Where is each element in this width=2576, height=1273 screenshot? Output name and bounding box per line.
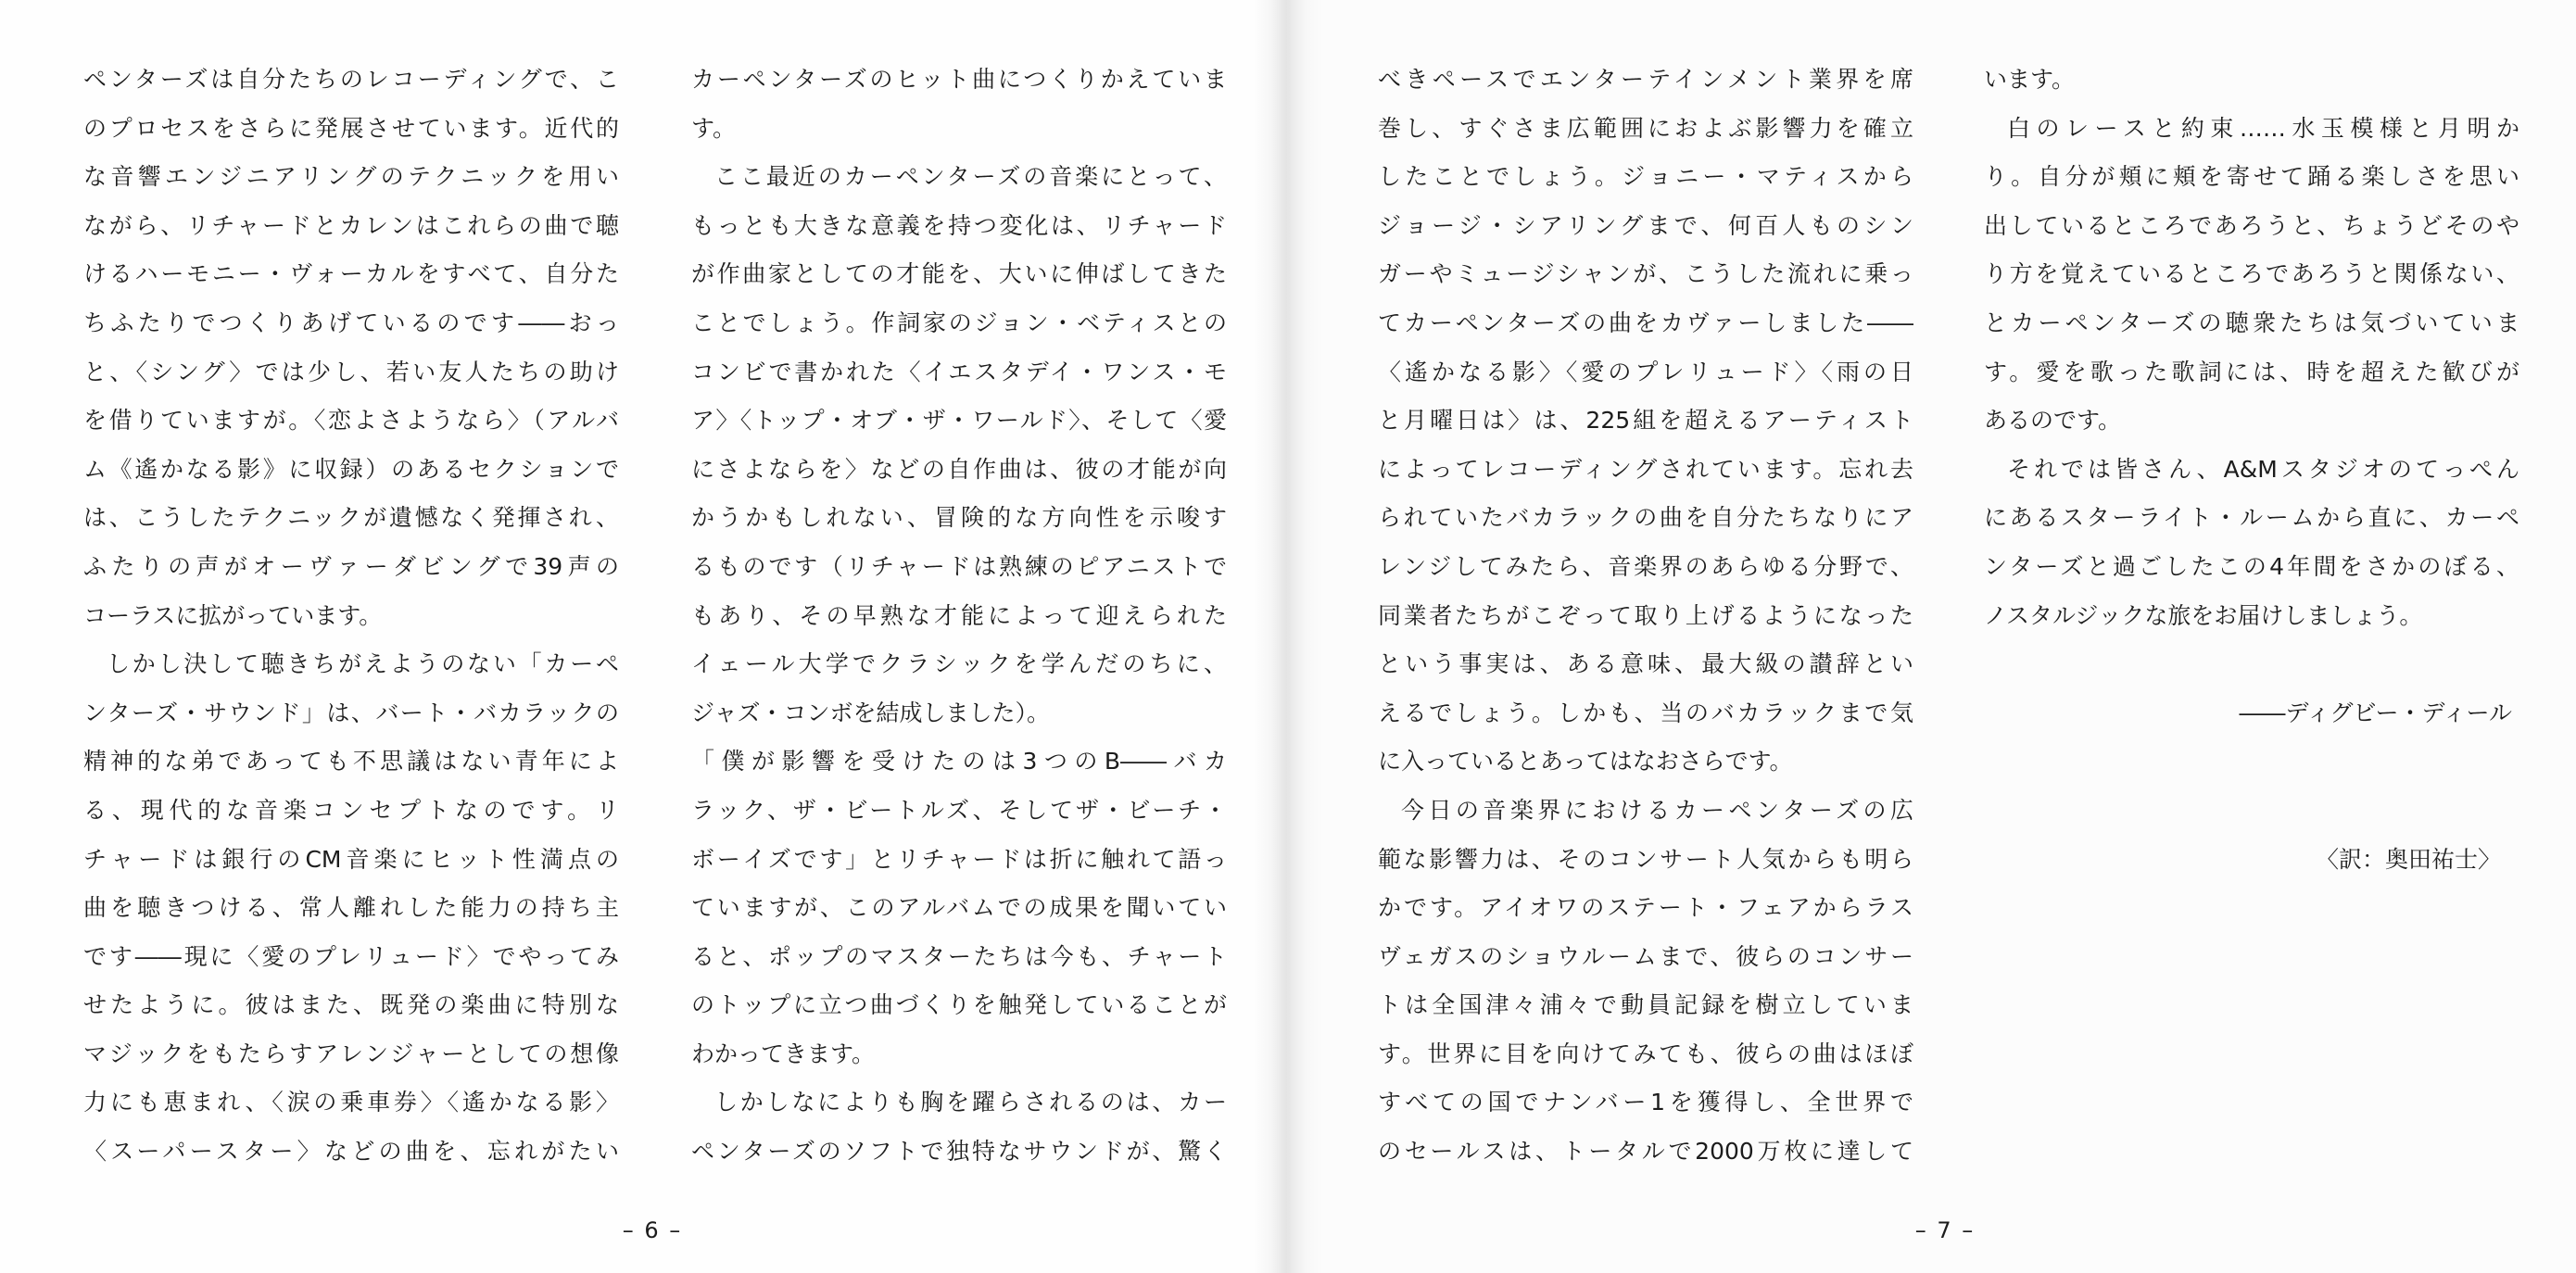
- text-line: もあり、その早熟な才能によって迎えられた: [691, 601, 1227, 629]
- text-line: に入っているとあってはなおさらです。: [1378, 748, 1793, 775]
- text-line: ア〉〈トップ・オブ・ザ・ワールド〉、そして〈愛: [691, 407, 1227, 435]
- text-line: ていますが、このアルバムでの成果を聞いてい: [691, 894, 1227, 922]
- text-line: 今日の音楽界におけるカーペンターズの広: [1401, 796, 1913, 824]
- text-line: てカーペンターズの曲をカヴァーしました――: [1378, 309, 1913, 336]
- text-line: すべての国でナンバー1を獲得し、全世界で: [1378, 1089, 1913, 1116]
- text-line: マジックをもたらすアレンジャーとしての想像: [83, 1040, 619, 1067]
- text-line: にあるスターライト・ルームから直に、カーペ: [1984, 504, 2519, 532]
- text-line: ペンターズは自分たちのレコーディングで、こ: [83, 66, 619, 93]
- text-line: 「僕が影響を受けたのは3つのB――バカ: [691, 748, 1227, 775]
- text-line: イェール大学でクラシックを学んだのちに、: [691, 650, 1227, 678]
- text-line: 範な影響力は、そのコンサート人気からも明ら: [1378, 845, 1913, 873]
- text-line: ボーイズです」とリチャードは折に触れて語っ: [691, 845, 1227, 873]
- text-line: とカーペンターズの聴衆たちは気づいていま: [1984, 309, 2519, 336]
- text-line: を借りていますが。〈恋よさようなら〉（アルバ: [83, 407, 619, 435]
- text-line: 力にも恵まれ、〈涙の乗車券〉〈遙かなる影〉: [83, 1089, 619, 1116]
- text-line: もっとも大きな意義を持つ変化は、リチャード: [691, 211, 1227, 239]
- text-line: のプロセスをさらに発展させています。近代的: [83, 114, 619, 142]
- text-line: えるでしょう。しかも、当のバカラックまで気: [1378, 699, 1913, 726]
- text-line: 精神的な弟であっても不思議はない青年によ: [83, 748, 619, 775]
- right-page-column-1: [1378, 56, 1913, 1177]
- text-line: によってレコーディングされています。忘れ去: [1378, 455, 1913, 483]
- text-line: それでは皆さん、A&Mスタジオのてっぺん: [2007, 455, 2519, 483]
- text-line: ンターズと過ごしたこの4年間をさかのぼる、: [1984, 552, 2519, 580]
- text-line: かです。アイオワのステート・フェアからラス: [1378, 894, 1913, 922]
- text-line: す。愛を歌った歌詞には、時を超えた歓びが: [1984, 358, 2519, 385]
- text-line: レンジしてみたら、音楽界のあらゆる分野で、: [1378, 552, 1913, 580]
- text-line: したことでしょう。ジョニー・マティスから: [1378, 163, 1913, 191]
- text-line: ジョージ・シアリングまで、何百人ものシン: [1378, 211, 1913, 239]
- text-line: 曲を聴きつける、常人離れした能力の持ち主: [83, 894, 619, 922]
- text-line: ちふたりでつくりあげているのです――おっ: [83, 309, 619, 336]
- text-line: ると、ポップのマスターたちは今も、チャート: [691, 942, 1227, 970]
- text-line: です――現に〈愛のプレリュード〉でやってみ: [83, 942, 619, 970]
- text-line: と月曜日は〉は、225組を超えるアーティスト: [1378, 407, 1913, 435]
- text-line: が作曲家としての才能を、大いに伸ばしてきた: [691, 260, 1227, 288]
- text-line: トは全国津々浦々で動員記録を樹立していま: [1378, 991, 1913, 1019]
- text-line: ノスタルジックな旅をお届けしましょう。: [1984, 601, 2423, 629]
- author-credit: ――ディグビー・ディール: [2239, 699, 2512, 726]
- text-line: ンターズ・サウンド」は、バート・バカラックの: [83, 699, 619, 726]
- text-line: ジャズ・コンボを結成しました）。: [691, 699, 1051, 726]
- text-line: す。: [691, 114, 737, 142]
- text-line: な音響エンジニアリングのテクニックを用い: [83, 163, 619, 191]
- text-line: 巻し、すぐさま広範囲におよぶ影響力を確立: [1378, 114, 1913, 142]
- text-line: と、〈シング〉では少し、若い友人たちの助け: [83, 358, 619, 385]
- text-line: 〈スーパースター〉などの曲を、忘れがたい: [83, 1138, 619, 1166]
- text-line: ここ最近のカーペンターズの音楽にとって、: [714, 163, 1227, 191]
- text-line: しかし決して聴きちがえようのない「カーペ: [107, 650, 619, 678]
- text-line: しかしなによりも胸を躍らされるのは、カー: [714, 1089, 1227, 1116]
- text-line: 出しているところであろうと、ちょうどそのや: [1984, 211, 2519, 239]
- text-line: り。自分が頬に頬を寄せて踊る楽しさを思い: [1984, 163, 2519, 191]
- text-line: います。: [1984, 66, 2076, 93]
- text-line: チャードは銀行のCM音楽にヒット性満点の: [83, 845, 619, 873]
- left-page-column-2: [691, 56, 1227, 1177]
- text-line: ながら、リチャードとカレンはこれらの曲で聴: [83, 211, 619, 239]
- text-line: せたように。彼はまた、既発の楽曲に特別な: [83, 991, 619, 1019]
- text-line: わかってきます。: [691, 1040, 876, 1067]
- text-line: り方を覚えているところであろうと関係ない、: [1984, 260, 2519, 288]
- text-line: べきペースでエンターテインメント業界を席: [1378, 66, 1913, 93]
- right-page-column-2: [1984, 56, 2519, 884]
- text-line: ム《遙かなる影》に収録）のあるセクションで: [83, 455, 619, 483]
- text-line: るものです（リチャードは熟練のピアニストで: [691, 552, 1227, 580]
- text-line: けるハーモニー・ヴォーカルをすべて、自分た: [83, 260, 619, 288]
- text-line: 同業者たちがこぞって取り上げるようになった: [1378, 601, 1913, 629]
- text-line: は、こうしたテクニックが遺憾なく発揮され、: [83, 504, 619, 532]
- text-line: ことでしょう。作詞家のジョン・ベティスとの: [691, 309, 1227, 336]
- text-line: のセールスは、トータルで2000万枚に達して: [1378, 1138, 1913, 1166]
- text-line: 〈遙かなる影〉〈愛のプレリュード〉〈雨の日: [1378, 358, 1913, 385]
- right-page: [1288, 0, 2576, 1273]
- text-line: コンビで書かれた〈イエスタデイ・ワンス・モ: [691, 358, 1227, 385]
- page-number: – 6 –: [622, 1217, 683, 1243]
- text-line: 白のレースと約束……水玉模様と月明か: [2007, 114, 2519, 142]
- text-line: ラック、ザ・ビートルズ、そしてザ・ビーチ・: [691, 796, 1227, 824]
- text-line: ヴェガスのショウルームまで、彼らのコンサー: [1378, 942, 1913, 970]
- text-line: コーラスに拡がっています。: [83, 601, 383, 629]
- text-line: かうかもしれない、冒険的な方向性を示唆す: [691, 504, 1227, 532]
- text-line: のトップに立つ曲づくりを触発していることが: [691, 991, 1227, 1019]
- page-number: – 7 –: [1914, 1217, 1976, 1243]
- text-line: ペンターズのソフトで独特なサウンドが、驚く: [691, 1138, 1227, 1166]
- left-page-column-1: [83, 56, 619, 1177]
- text-line: にさよならを〉などの自作曲は、彼の才能が向: [691, 455, 1227, 483]
- text-line: あるのです。: [1984, 407, 2122, 435]
- text-line: られていたバカラックの曲を自分たちなりにア: [1378, 504, 1913, 532]
- text-line: という事実は、ある意味、最大級の讃辞とい: [1378, 650, 1913, 678]
- text-line: カーペンターズのヒット曲につくりかえていま: [691, 66, 1227, 93]
- translator-credit: 〈訳：奥田祐士〉: [2315, 845, 2501, 873]
- text-line: ガーやミュージシャンが、こうした流れに乗っ: [1378, 260, 1913, 288]
- text-line: ふたりの声がオーヴァーダビングで39声の: [83, 552, 619, 580]
- text-line: る、現代的な音楽コンセプトなのです。リ: [83, 796, 619, 824]
- text-line: す。世界に目を向けてみても、彼らの曲はほぼ: [1378, 1040, 1913, 1067]
